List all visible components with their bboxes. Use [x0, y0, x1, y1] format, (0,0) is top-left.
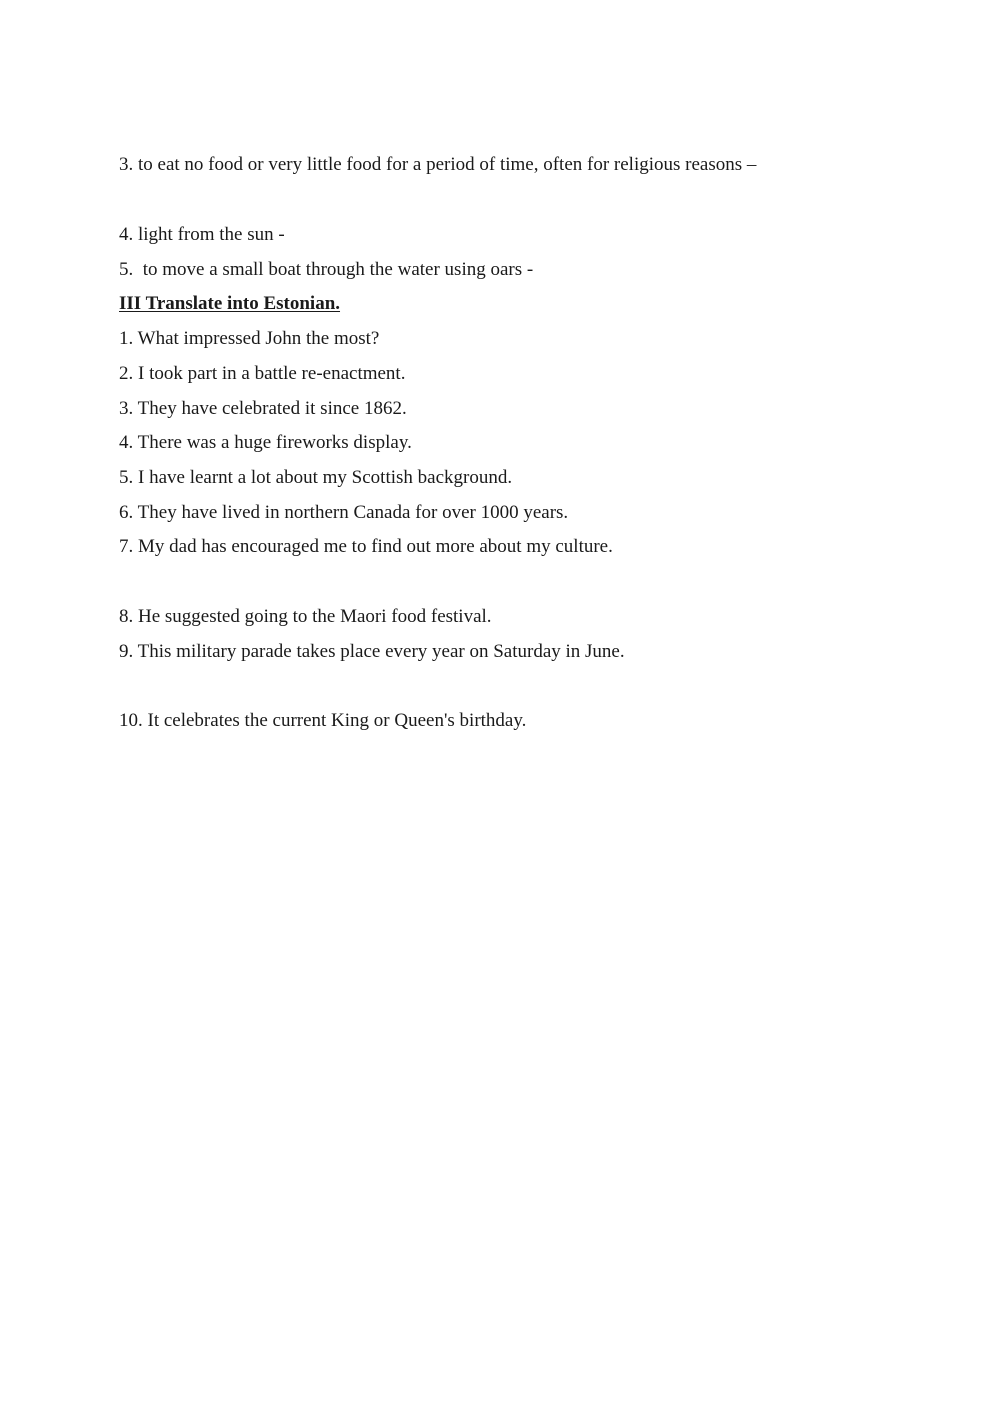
definition-item: 3. to eat no food or very little food for a period of time, often for religious reasons – — [119, 154, 757, 175]
definition-item: 4. light from the sun - — [119, 224, 285, 245]
sentence-item: 10. It celebrates the current King or Queen's birthday. — [119, 710, 527, 731]
sentence-item: 5. I have learnt a lot about my Scottish background. — [119, 467, 513, 488]
sentence-item: 6. They have lived in northern Canada for over 1000 years. — [119, 502, 569, 523]
sentence-item: 3. They have celebrated it since 1862. — [119, 398, 407, 419]
definition-item: 5. to move a small boat through the water using oars - — [119, 259, 534, 280]
sentence-item: 7. My dad has encouraged me to find out more about my culture. — [119, 536, 613, 557]
section-heading: III Translate into Estonian. — [119, 293, 341, 314]
sentence-item: 9. This military parade takes place every year on Saturday in June. — [119, 641, 625, 662]
sentence-item: 8. He suggested going to the Maori food festival. — [119, 606, 492, 627]
sentence-item: 2. I took part in a battle re-enactment. — [119, 363, 406, 384]
sentence-item: 4. There was a huge fireworks display. — [119, 432, 412, 453]
sentence-item: 1. What impressed John the most? — [119, 328, 380, 349]
